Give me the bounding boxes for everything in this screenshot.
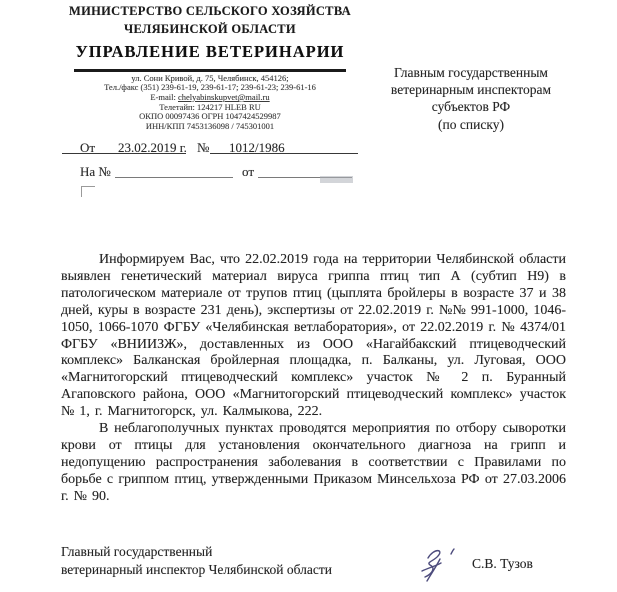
reply-from-label: от <box>242 164 255 179</box>
document-date: 23.02.2019 г. <box>118 140 187 155</box>
number-underline <box>210 140 358 154</box>
reply-to-label: На № <box>80 164 111 179</box>
from-label: От <box>80 140 96 155</box>
number-sign: № <box>197 140 210 155</box>
date-underline <box>62 140 186 154</box>
addressee-block <box>368 64 574 133</box>
addressee-line: субъектов РФ <box>431 99 511 115</box>
email-label: E-mail: <box>150 91 176 102</box>
letterhead-divider-rule <box>74 69 346 72</box>
ministry-name-line2: ЧЕЛЯБИНСКОЙ ОБЛАСТИ <box>124 22 296 36</box>
document-number: 1012/1986 <box>229 140 285 155</box>
addressee-line: (по списку) <box>438 116 504 132</box>
signatory-title <box>61 543 332 578</box>
inn-kpp-line: ИНН/КПП 7453136098 / 745301001 <box>145 121 275 132</box>
signatory-title-line2: ветеринарный инспектор Челябинской области <box>61 561 333 577</box>
addressee-line: ветеринарным инспекторам <box>390 82 552 98</box>
addressee-line: Главным государственным <box>394 65 548 80</box>
email-address: chelyabinskupvet@mail.ru <box>178 91 270 102</box>
address-line: ул. Сони Кривой, д. 75, Челябинск, 454126; <box>131 72 289 83</box>
stamp-corner-mark <box>81 186 95 197</box>
letterhead <box>60 2 360 132</box>
ministry-name-line1: МИНИСТЕРСТВО СЕЛЬСКОГО ХОЗЯЙСТВА <box>69 4 351 18</box>
phone-line: Тел./факс (351) 239-61-19, 239-61-17; 239-61-23; 239-61-16 <box>104 82 316 93</box>
signatory-title-line1: Главный государственный <box>61 544 213 559</box>
body-paragraph-1: Информируем Вас, что 22.02.2019 года на территории Челябинской области выявлен генетический материал вируса гриппа птиц тип А (субтип Н9) в патологическом материале от трупов птиц (цыплята бройлеры в возрасте 37 и 38 дней, куры в возрасте 231 день), экспертизы от 22.02.2019 г. №№ 991-1000, 1046-1050, 1066-1070 ФГБУ «Челябинская ветлаборатория», от 22.02.2019 г. № 4374/01 ФГБУ «ВНИИЗЖ», доставленных из ООО «Нагайбакский птицеводческий комплекс» Балканская бройлерная площадка, п. Балканы, ул. Луговая, ООО «Магнитогорский птицеводческий комплекс» участок № 2 п. Буранный Агаповского района, ООО «Магнитогорский птицеводческий комплекс» участок № 1, г. Магнитогорск, ул. Калмыкова, 222. <box>61 252 566 420</box>
signatory-name: С.В. Тузов <box>472 556 533 571</box>
contact-block <box>60 74 360 132</box>
handwritten-signature <box>410 544 466 586</box>
department-title: УПРАВЛЕНИЕ ВЕТЕРИНАРИИ <box>75 42 345 61</box>
letter-body <box>61 252 566 506</box>
body-paragraph-2: В неблагополучных пунктах проводятся мероприятия по отбору сыворотки крови от птицы для установления окончательного диагноза на грипп и недопущению распространения заболевания в соответствии с Правилами по борьбе с гриппом птиц, утвержденными Приказом Минсельхоза РФ от 27.03.2006 г. № 90. <box>61 421 566 504</box>
okpo-ogrn-line: ОКПО 00097436 ОГРН 1047424529987 <box>139 111 281 122</box>
scan-smudge <box>320 176 353 183</box>
reply-number-underline <box>115 164 233 178</box>
teletype-line: Телетайп: 124217 HLEB RU <box>159 101 261 112</box>
